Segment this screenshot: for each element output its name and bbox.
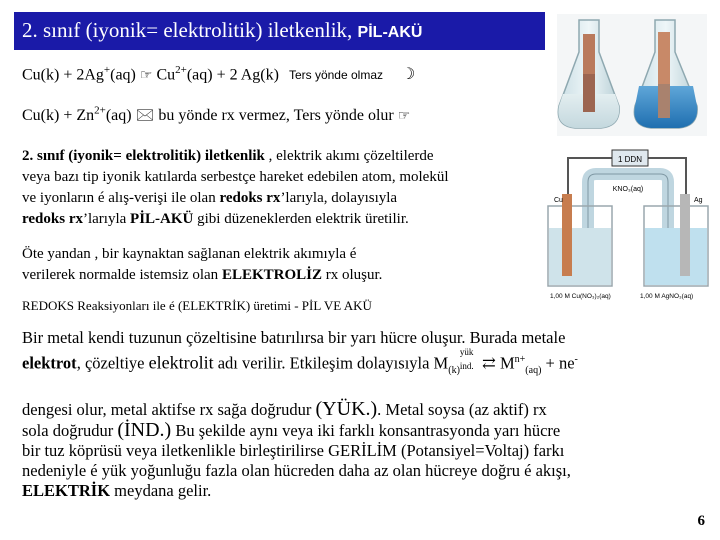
left-solution-label: 1,00 M Cu(NO₃)₂(aq) [550,293,611,300]
equation-1: Cu(k) + 2Ag+(aq) ☞ $Cu^{2+}(aq) + 2$ Ag(k) Ters yönde olmaz ☽ [22,64,416,84]
hand-pointing-icon: ☞ [397,109,411,124]
beaker-photo [557,14,707,136]
reverse-note: Ters yönde olmaz [288,68,383,83]
salt-bridge-label: KNO₃(aq) [612,186,644,193]
paragraph-1: 2. sınıf (iyonik= elektrolitik) iletkenlik , elektrik akımı çözeltilerde veya bazı tip iyonik katılarda serbestçe hareket edebilen atom, molekül ve iyonların é alış-verişi ile olan redoks rx’larıyla, dolayısıyla redoks rx’larıyla PİL-AKÜ gibi düzeneklerden elektrik üretilir. [22,148,449,227]
page-number: 6 [697,513,705,529]
title-suffix: PİL-AKÜ [357,24,423,41]
equation-2: $Cu(k) + Zn^{2+}(aq)$ 🖂 bu yönde rx vermez, Ters yönde olur ☞ [22,104,411,124]
galvanic-cell-diagram [540,136,716,304]
right-solution-label: 1,00 M AgNO₃(aq) [640,293,694,300]
title-main: 2. sınıf (iyonik= elektrolitik) iletkenlik, [22,18,358,42]
ag-electrode-label: Ag [694,197,703,204]
cu-electrode-label: Cu [554,197,563,204]
slide-title [22,18,422,43]
moon-icon: ☽ [401,66,416,84]
envelope-icon: 🖂 [135,107,155,124]
paragraph-3: Bir metal kendi tuzunun çözeltisine batırılırsa bir yarı hücre oluşur. Burada metale elektrot, çözeltiye elektrolit adı verilir. Etkileşim dolayısıyla $M_{(k)}$ yük ind. ⇄ $M^{n+}_{(aq)} + ne^-$ dengesi olur, metal aktifse rx sağa doğrudur (YÜK.). Metal soysa (az aktif) rx sola doğrudur (İND.) Bu şekilde aynı veya iki farklı konsantrasyonda yarı hücre bir tuz köprüsü veya iletkenlikle birleştirilirse GERİLİM (Potansiyel=Voltaj) farkı nedeniyle é yük yoğunluğu fazla olan hücreden daha az olan hücreye doğru é akışı, ELEKTRİK meydana gelir. [22,328,578,500]
paragraph-2: Öte yandan , bir kaynaktan sağlanan elektrik akımıyla é verilerek normalde istemsiz olan ELEKTROLİZ rx oluşur. [22,246,383,283]
meter-label: 1 DDN [617,155,643,164]
redoks-heading: REDOKS Reaksiyonları ile é (ELEKTRİK) üretimi - PİL VE AKÜ [22,298,372,313]
hand-pointing-icon: ☞ [139,68,153,84]
